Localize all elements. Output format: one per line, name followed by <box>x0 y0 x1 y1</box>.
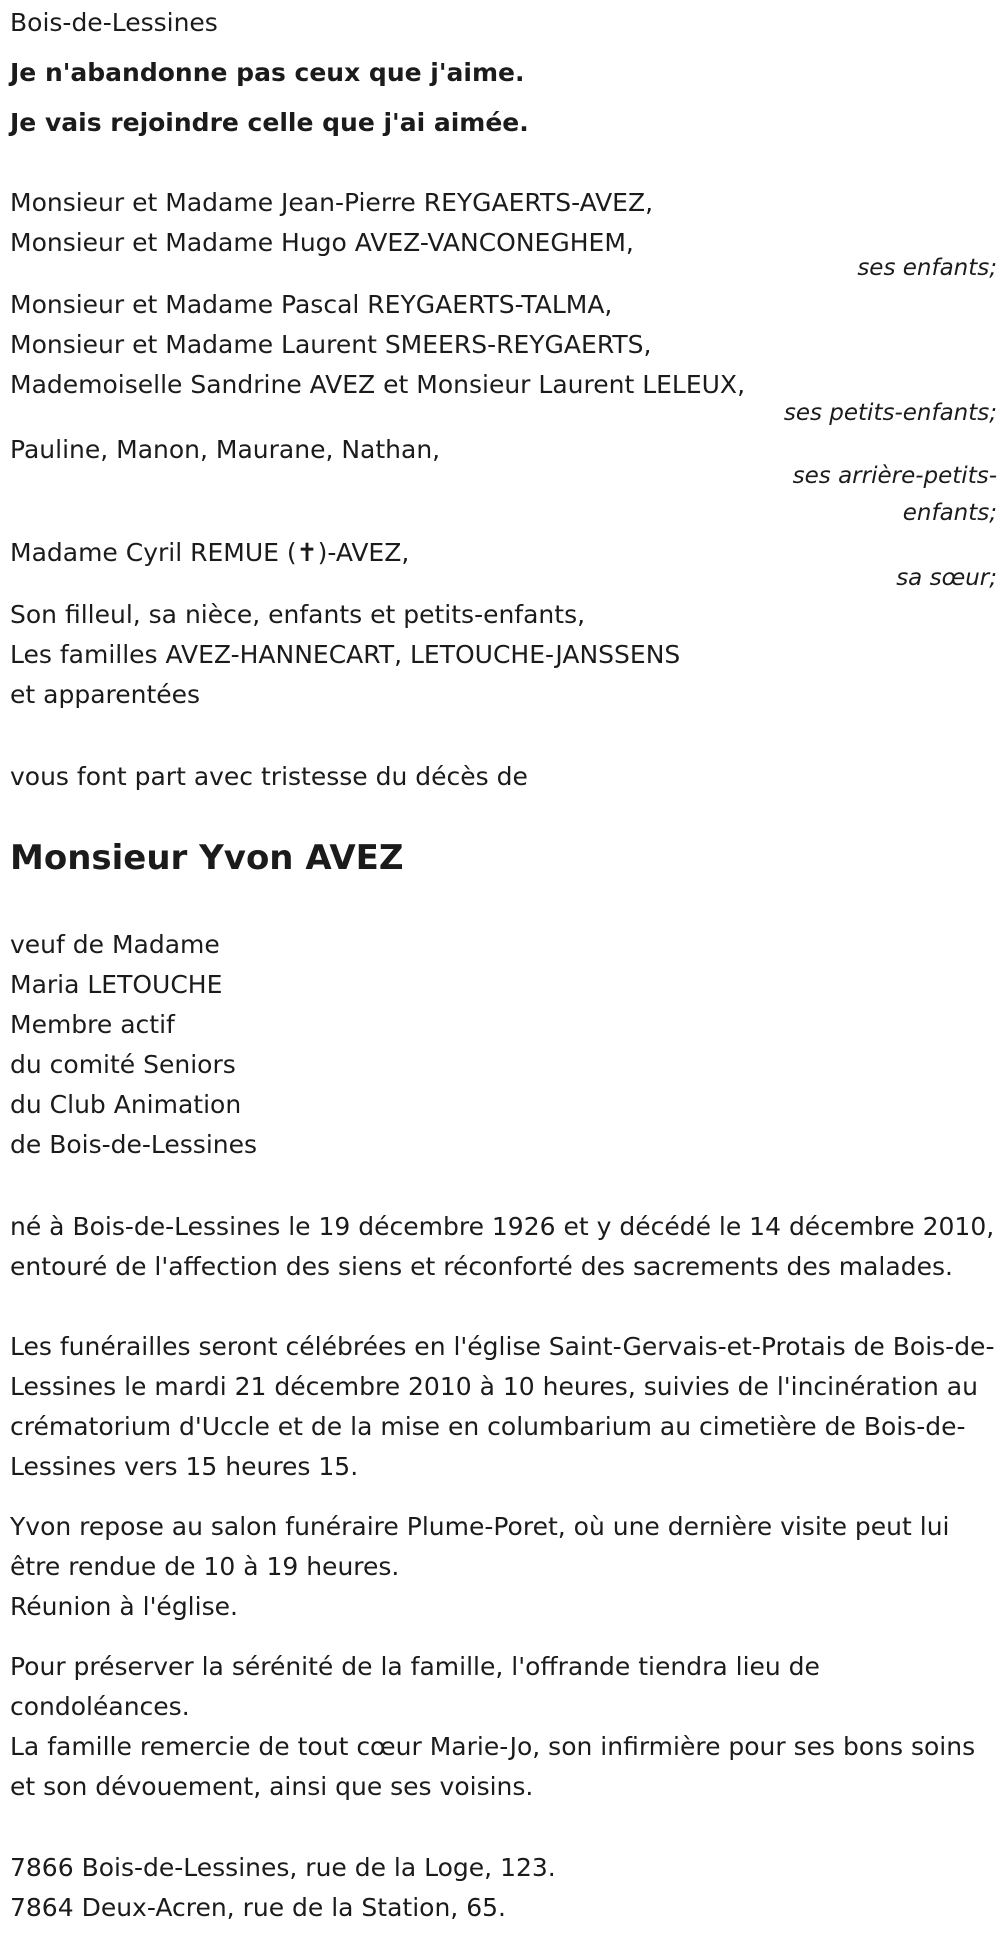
detail-line-4: du comité Seniors <box>10 1050 236 1079</box>
location-heading: Bois-de-Lessines <box>10 8 218 37</box>
birth-death-paragraph: né à Bois-de-Lessines le 19 décembre 1926 et y décédé le 14 décembre 2010, entouré de l'affection des siens et réconforté des sacrements des malades. <box>10 1212 995 1281</box>
visitation-paragraph: Yvon repose au salon funéraire Plume-Poret, où une dernière visite peut lui être rendue de 10 à 19 heures. <box>10 1512 950 1581</box>
thanks-paragraph: La famille remercie de tout cœur Marie-Jo, son infirmière pour ses bons soins et son dévouement, ainsi que ses voisins. <box>10 1732 976 1801</box>
others-line-1: Son filleul, sa nièce, enfants et petits-enfants, <box>10 600 586 629</box>
sister-line: Madame Cyril REMUE (✝)-AVEZ, <box>10 538 410 567</box>
announcement-line: vous font part avec tristesse du décès de <box>10 762 528 791</box>
detail-line-6: de Bois-de-Lessines <box>10 1130 258 1159</box>
detail-line-3: Membre actif <box>10 1010 175 1039</box>
great-grandchildren-line: Pauline, Manon, Maurane, Nathan, <box>10 435 441 464</box>
grandchild-line-2: Monsieur et Madame Laurent SMEERS-REYGAERTS, <box>10 330 652 359</box>
offering-paragraph: Pour préserver la sérénité de la famille, l'offrande tiendra lieu de condoléances. <box>10 1652 820 1721</box>
deceased-name: Monsieur Yvon AVEZ <box>10 838 404 878</box>
quote-line-1: Je n'abandonne pas ceux que j'aime. <box>10 58 525 87</box>
detail-line-2: Maria LETOUCHE <box>10 970 223 999</box>
grandchild-line-3: Mademoiselle Sandrine AVEZ et Monsieur Laurent LELEUX, <box>10 370 746 399</box>
child-line-2: Monsieur et Madame Hugo AVEZ-VANCONEGHEM, <box>10 228 634 257</box>
detail-line-1: veuf de Madame <box>10 930 220 959</box>
great-grandchildren-label-1: ses arrière-petits- <box>792 463 997 489</box>
great-grandchildren-label-2: enfants; <box>902 500 997 526</box>
meeting-paragraph: Réunion à l'église. <box>10 1592 238 1621</box>
funeral-paragraph: Les funérailles seront célébrées en l'église Saint-Gervais-et-Protais de Bois-de-Lessines le mardi 21 décembre 2010 à 10 heures, suivies de l'incinération au crématorium d'Uccle et de la mise en columbarium au cimetière de Bois-de-Lessines vers 15 heures 15. <box>10 1332 995 1481</box>
grandchild-line-1: Monsieur et Madame Pascal REYGAERTS-TALMA, <box>10 290 613 319</box>
others-line-3: et apparentées <box>10 680 201 709</box>
quote-line-2: Je vais rejoindre celle que j'ai aimée. <box>10 108 529 137</box>
child-line-1: Monsieur et Madame Jean-Pierre REYGAERTS-AVEZ, <box>10 188 654 217</box>
address-line-2: 7864 Deux-Acren, rue de la Station, 65. <box>10 1893 506 1922</box>
grandchildren-label: ses petits-enfants; <box>783 400 997 426</box>
children-label: ses enfants; <box>857 255 997 281</box>
address-line-1: 7866 Bois-de-Lessines, rue de la Loge, 123. <box>10 1853 556 1882</box>
sister-label: sa sœur; <box>896 565 997 591</box>
others-line-2: Les familles AVEZ-HANNECART, LETOUCHE-JANSSENS <box>10 640 681 669</box>
detail-line-5: du Club Animation <box>10 1090 242 1119</box>
